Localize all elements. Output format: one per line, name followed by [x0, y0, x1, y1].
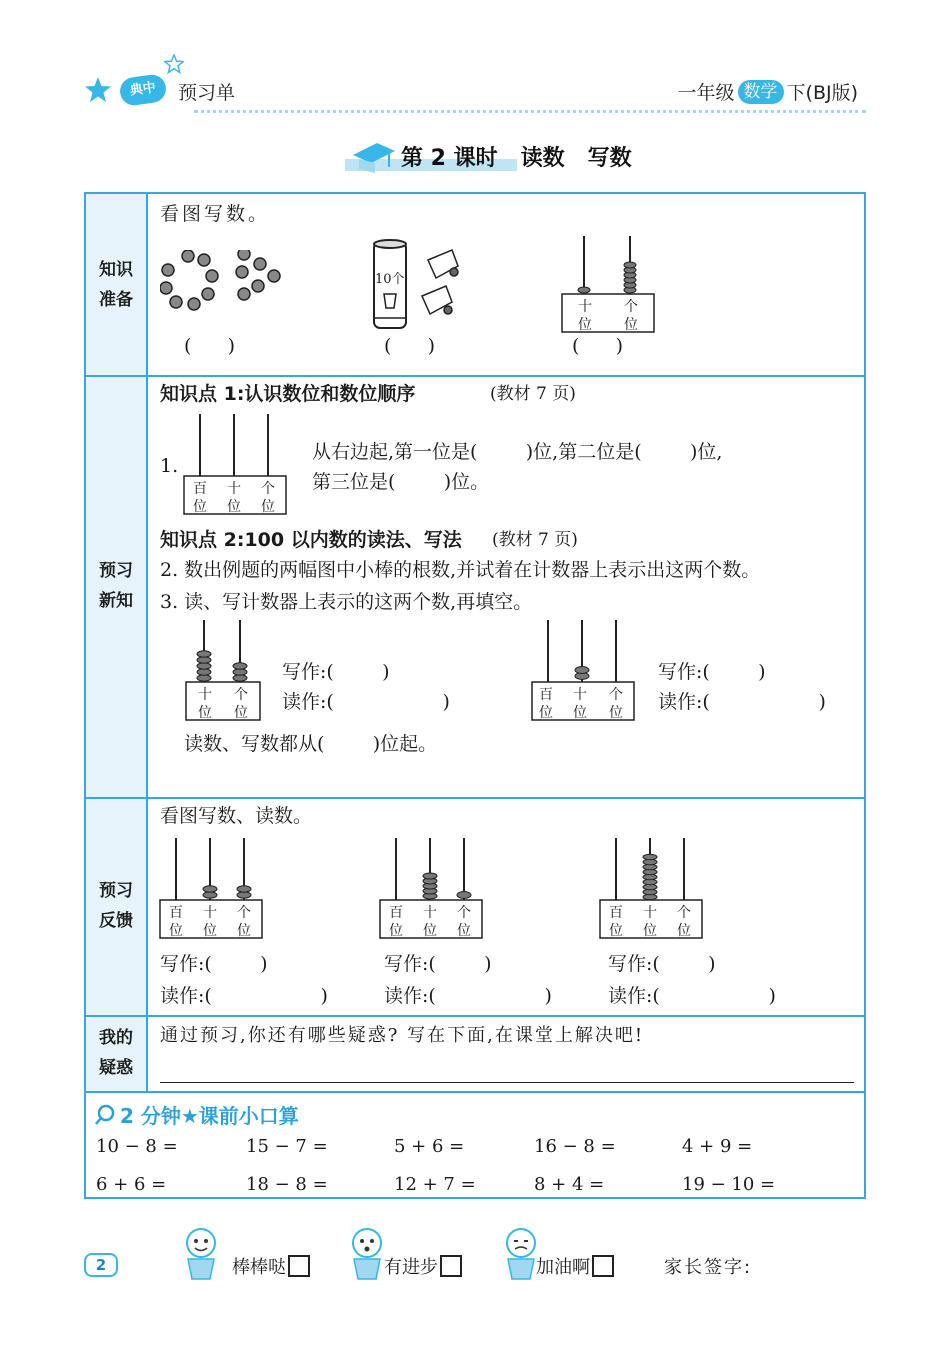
zhishi-instruction: 看图写数。: [160, 203, 271, 225]
place-label-tens: 十: [198, 687, 212, 703]
calc-item: 15 − 7 =: [246, 1136, 328, 1157]
abacus-label-place: 位: [578, 317, 592, 333]
divider: [86, 1091, 864, 1093]
place-label-hundreds: 百: [389, 905, 403, 921]
fankui-instruction: 看图写数、读数。: [160, 805, 313, 827]
place-label-place: 位: [227, 499, 241, 515]
abacus-label-place: 位: [624, 317, 638, 333]
checkbox-keep-going[interactable]: [592, 1255, 614, 1277]
checkbox-great[interactable]: [288, 1255, 310, 1277]
place-label-tens: 十: [423, 905, 437, 921]
brand-badge: 典中: [118, 73, 167, 107]
place-label-tens: 十: [227, 481, 241, 497]
doubt-answer-line[interactable]: [160, 1082, 854, 1083]
place-label-place: 位: [261, 499, 275, 515]
feedback-write-1[interactable]: 写作:( ): [160, 953, 268, 975]
lesson-title: 第 2 课时 读数 写数: [401, 145, 632, 171]
side-label-fankui: 预习 反馈: [86, 797, 148, 1015]
parent-signature[interactable]: 家长签字:: [664, 1257, 753, 1278]
abacus-label-ten: 十: [578, 299, 592, 315]
badge-great: 棒棒哒: [232, 1253, 310, 1279]
divider: [86, 797, 864, 799]
place-label-place: 位: [237, 923, 251, 939]
place-label-place: 位: [423, 923, 437, 939]
answer-paren-2[interactable]: ( ): [384, 335, 436, 357]
place-label-hundreds: 百: [539, 687, 553, 703]
feedback-read-2[interactable]: 读作:( ): [384, 985, 552, 1007]
worksheet-table: [84, 192, 866, 1199]
place-label-place: 位: [234, 705, 248, 721]
place-label-place: 位: [643, 923, 657, 939]
place-label-ones: 个: [237, 905, 251, 921]
badge-keep-going: 加油啊: [536, 1253, 614, 1279]
divider: [86, 375, 864, 377]
lesson-title-block: [345, 137, 632, 175]
grade-text: 一年级: [677, 82, 735, 104]
page-header: [84, 62, 866, 112]
place-label-ones: 个: [457, 905, 471, 921]
side-label-yihuo: 我的 疑惑: [86, 1015, 148, 1091]
graduation-cap-icon: [349, 139, 397, 175]
header-left-title: 预习单: [178, 82, 236, 104]
checkbox-progress[interactable]: [440, 1255, 462, 1277]
calc-item: 6 + 6 =: [96, 1174, 167, 1195]
edition-text: 下(BJ版): [786, 82, 858, 104]
write-blank-left[interactable]: 写作:( ): [282, 661, 390, 683]
header-dotted-line: [194, 110, 866, 113]
badge-progress: 有进步: [384, 1253, 462, 1279]
item-3: 3. 读、写计数器上表示的这两个数,再填空。: [160, 591, 533, 613]
page-number: 2: [84, 1253, 118, 1277]
calc-item: 8 + 4 =: [534, 1174, 605, 1195]
read-blank-right[interactable]: 读作:( ): [658, 691, 826, 713]
bead-ring-figure: [160, 250, 290, 326]
place-label-hundreds: 百: [609, 905, 623, 921]
divider: [86, 1015, 864, 1017]
cartoon-kid-icon: [174, 1225, 228, 1281]
abacus-figure-tens-ones: [560, 234, 656, 336]
side-label-zhishi: 知识 准备: [86, 194, 148, 375]
summary-sentence: 读数、写数都从( )位起。: [184, 733, 438, 755]
tube-label: 10个: [375, 272, 405, 287]
place-label-place: 位: [609, 923, 623, 939]
place-label-place: 位: [677, 923, 691, 939]
calc-item: 5 + 6 =: [394, 1136, 465, 1157]
star-icon: [84, 76, 112, 104]
mental-math-title: 2 分钟★课前小口算: [94, 1100, 299, 1129]
side-label-xinzhi: 预习 新知: [86, 375, 148, 797]
calc-item: 12 + 7 =: [394, 1174, 476, 1195]
item-2: 2. 数出例题的两幅图中小棒的根数,并试着在计数器上表示出这两个数。: [160, 559, 761, 581]
calc-item: 19 − 10 =: [682, 1174, 776, 1195]
knowledge-point-2: 知识点 2:100 以内数的读法、写法: [160, 529, 462, 551]
item-1-number: 1.: [160, 455, 179, 477]
page-footer: [84, 1225, 866, 1285]
header-right-title: [678, 78, 858, 105]
place-label-place: 位: [457, 923, 471, 939]
place-label-hundreds: 百: [193, 481, 207, 497]
calc-item: 10 − 8 =: [96, 1136, 178, 1157]
place-label-ones: 个: [677, 905, 691, 921]
place-label-place: 位: [539, 705, 553, 721]
calc-item: 4 + 9 =: [682, 1136, 753, 1157]
answer-paren-3[interactable]: ( ): [572, 335, 624, 357]
place-label-ones: 个: [261, 481, 275, 497]
star-outline-icon: [164, 54, 184, 74]
feedback-write-3[interactable]: 写作:( ): [608, 953, 716, 975]
write-blank-right[interactable]: 写作:( ): [658, 661, 766, 683]
item-1-line-1: 从右边起,第一位是( )位,第二位是( )位,: [312, 441, 723, 463]
place-label-tens: 十: [643, 905, 657, 921]
item-1-line-2: 第三位是( )位。: [312, 471, 490, 493]
place-label-tens: 十: [573, 687, 587, 703]
place-label-place: 位: [389, 923, 403, 939]
place-label-place: 位: [609, 705, 623, 721]
knowledge-point-1-ref: (教材 7 页): [490, 384, 576, 404]
place-label-place: 位: [203, 923, 217, 939]
calc-item: 18 − 8 =: [246, 1174, 328, 1195]
read-blank-left[interactable]: 读作:( ): [282, 691, 450, 713]
abacus-figure-left: [184, 618, 262, 724]
place-label-hundreds: 百: [169, 905, 183, 921]
doubt-prompt: 通过预习,你还有哪些疑惑? 写在下面,在课堂上解决吧!: [160, 1025, 645, 1046]
place-label-ones: 个: [234, 687, 248, 703]
place-label-ones: 个: [609, 687, 623, 703]
place-label-tens: 十: [203, 905, 217, 921]
place-label-place: 位: [193, 499, 207, 515]
place-label-place: 位: [573, 705, 587, 721]
abacus-label-one: 个: [624, 299, 638, 315]
place-label-place: 位: [169, 923, 183, 939]
feedback-write-2[interactable]: 写作:( ): [384, 953, 492, 975]
answer-paren-1[interactable]: ( ): [184, 335, 236, 357]
search-icon: [94, 1104, 116, 1126]
feedback-read-1[interactable]: 读作:( ): [160, 985, 328, 1007]
place-label-place: 位: [198, 705, 212, 721]
knowledge-point-2-ref: (教材 7 页): [492, 530, 578, 550]
knowledge-point-1: 知识点 1:认识数位和数位顺序: [160, 383, 416, 405]
calc-item: 16 − 8 =: [534, 1136, 616, 1157]
subject-badge: 数学: [738, 80, 784, 104]
feedback-read-3[interactable]: 读作:( ): [608, 985, 776, 1007]
